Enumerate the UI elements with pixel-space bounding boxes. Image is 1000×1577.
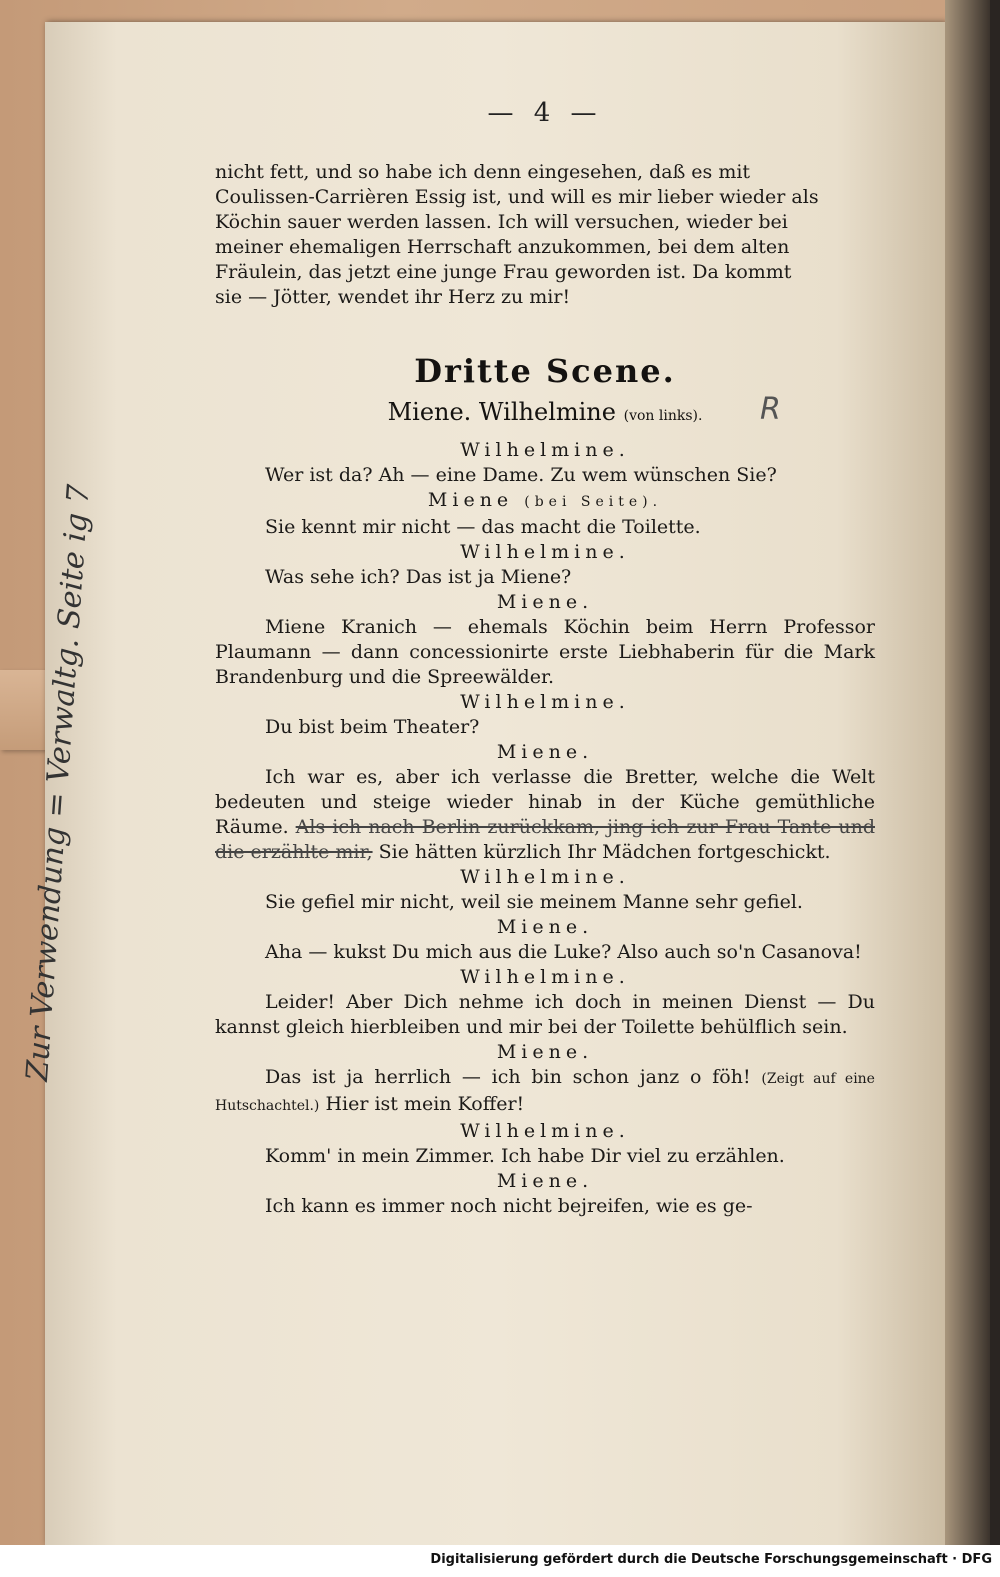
speech-text: Aha — kukst Du mich aus die Luke? Also auch so'n Casanova!: [265, 941, 862, 963]
speech-text: Wer ist da? Ah — eine Dame. Zu wem wünschen Sie?: [265, 464, 777, 486]
speech-text: [215, 765, 875, 865]
speaker-line: [215, 488, 875, 515]
speech-text: Sie kennt mir nicht — das macht die Toilette.: [265, 516, 701, 538]
speaker-name: Wilhelmine.: [460, 1120, 630, 1142]
footer-credit: Digitalisierung gefördert durch die Deutsche Forschungsgemeinschaft · DFG: [430, 1552, 992, 1567]
speech-text: Leider! Aber Dich nehme ich doch in meinen Dienst — Du kannst gleich hierbleiben und mir bei der Toilette behülflich sein.: [215, 991, 875, 1038]
speaker-name: Wilhelmine.: [460, 966, 630, 988]
intro-line: Coulissen-Carrièren Essig ist, und will es mir lieber wieder als: [215, 186, 819, 208]
speaker-name: Miene.: [496, 1041, 594, 1063]
page-number: — 4 —: [487, 98, 603, 128]
speaker-name: Wilhelmine.: [460, 439, 630, 461]
speaker-name: Miene.: [496, 741, 594, 763]
speaker-name: Wilhelmine.: [460, 866, 630, 888]
speech-text: Miene Kranich — ehemals Köchin beim Herrn Professor Plaumann — dann concessionirte erste Liebhaberin für die Mark Brandenburg und die Spreewälder.: [215, 616, 875, 688]
intro-line: meiner ehemaligen Herrschaft anzukommen, bei dem alten: [215, 236, 790, 258]
speech-text: Sie gefiel mir nicht, weil sie meinem Manne sehr gefiel.: [265, 891, 803, 913]
speaker-name: Miene.: [496, 591, 594, 613]
struck-text: Als ich nach Berlin zurückkam, jing ich zur Frau Tante und die erzählte mir,: [215, 816, 875, 863]
stage-direction: (Zeigt auf eine Hutschachtel.): [215, 1071, 875, 1114]
speech-text: Was sehe ich? Das ist ja Miene?: [265, 566, 572, 588]
speaker-name: Miene.: [496, 916, 594, 938]
pencil-mark: R: [760, 392, 781, 427]
speech-part: Sie hätten kürzlich Ihr Mädchen fortgeschickt.: [378, 841, 831, 863]
cast-names: Miene. Wilhelmine: [387, 398, 616, 426]
speaker-name: Wilhelmine.: [460, 541, 630, 563]
dialogue: [215, 438, 875, 1219]
cast-direction: (von links).: [623, 408, 703, 424]
speaker-name: Miene: [427, 489, 514, 511]
intro-line: nicht fett, und so habe ich denn eingesehen, daß es mit: [215, 161, 751, 183]
intro-line: sie — Jötter, wendet ihr Herz zu mir!: [215, 286, 571, 308]
book-spine-edge: [945, 0, 990, 1545]
speech-text: Du bist beim Theater?: [265, 716, 480, 738]
speech-text: [215, 1065, 875, 1119]
speech-text: Ich kann es immer noch nicht bejreifen, wie es ge-: [265, 1195, 753, 1217]
speech-part: Hier ist mein Koffer!: [325, 1093, 525, 1115]
stage-direction: (bei Seite).: [524, 494, 663, 510]
speaker-name: Wilhelmine.: [460, 691, 630, 713]
intro-line: Fräulein, das jetzt eine junge Frau geworden ist. Da kommt: [215, 261, 792, 283]
speech-part: Das ist ja herrlich — ich bin schon janz o föh!: [265, 1066, 751, 1088]
speech-text: Komm' in mein Zimmer. Ich habe Dir viel zu erzählen.: [265, 1145, 785, 1167]
scene-title: Dritte Scene.: [414, 352, 676, 390]
footer-bar: [0, 1545, 1000, 1577]
speech-part: Ich war es, aber ich verlasse die Bretter, welche die Welt bedeuten und steige wieder hinab in der Küche gemüthliche Räume.: [215, 766, 875, 838]
handwritten-note: Zur Verwendung = Verwaltg. Seite ig 7: [20, 483, 97, 1083]
speaker-name: Miene.: [496, 1170, 594, 1192]
intro-line: Köchin sauer werden lassen. Ich will versuchen, wieder bei: [215, 211, 788, 233]
intro-paragraph: [215, 160, 875, 310]
